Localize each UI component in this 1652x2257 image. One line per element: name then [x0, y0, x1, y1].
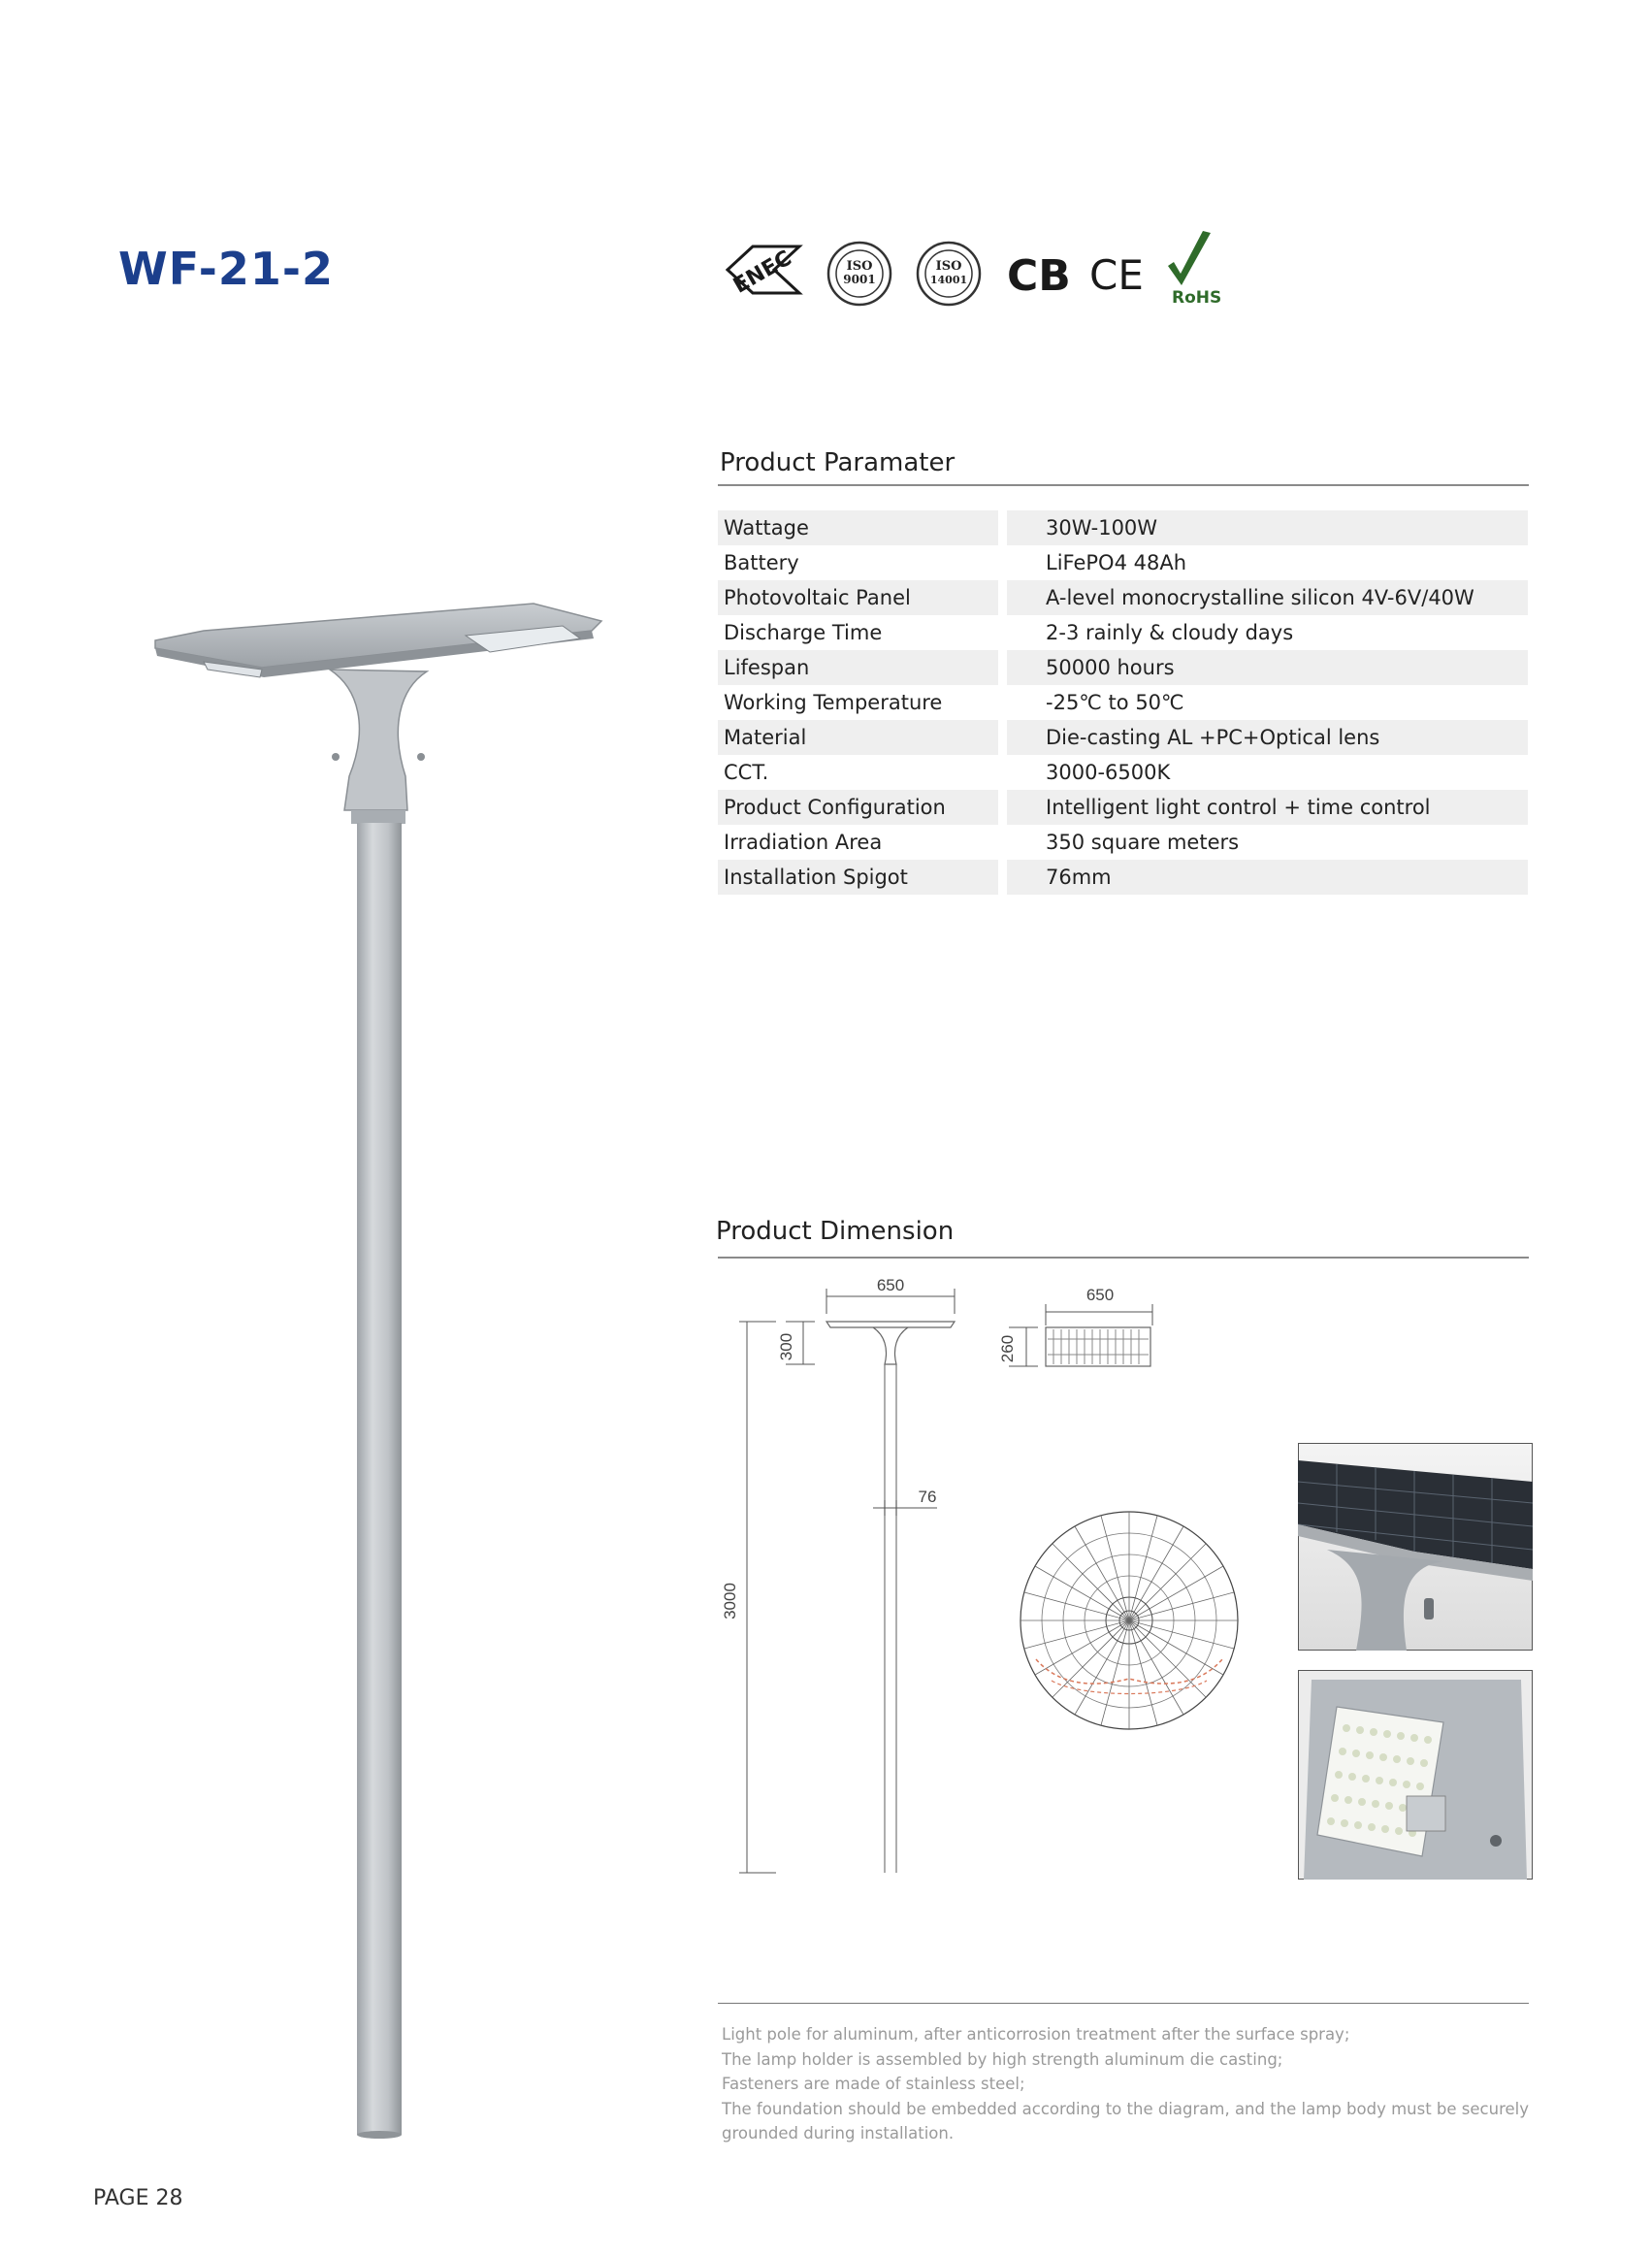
dimension-section-title: Product Dimension	[716, 1217, 955, 1246]
parameter-value: LiFePO4 48Ah	[1046, 551, 1187, 574]
parameter-row	[718, 755, 1528, 790]
parameter-label: CCT.	[724, 761, 769, 784]
svg-text:9001: 9001	[843, 273, 876, 286]
notes-block	[722, 2022, 1537, 2146]
parameter-table	[718, 510, 1528, 895]
parameter-label: Photovoltaic Panel	[718, 580, 998, 615]
street-light-illustration	[146, 592, 621, 2154]
parameter-label: Wattage	[718, 510, 998, 545]
parameter-row	[718, 720, 1528, 755]
parameter-label: Battery	[724, 551, 799, 574]
parameter-value: 350 square meters	[1046, 831, 1240, 854]
parameter-row	[718, 580, 1528, 615]
parameter-value: 3000-6500K	[1046, 761, 1171, 784]
panel-height-label: 260	[998, 1334, 1017, 1363]
head-width-label: 650	[876, 1276, 905, 1294]
parameter-value: 76mm	[1007, 860, 1528, 895]
note-line: The lamp holder is assembled by high strength aluminum die casting;	[722, 2049, 1283, 2069]
svg-text:ENEC: ENEC	[729, 245, 796, 299]
parameter-label: Discharge Time	[724, 621, 883, 644]
detail-photo-led-module	[1298, 1670, 1533, 1880]
certification-logos	[726, 229, 1240, 307]
light-distribution-diagram	[1020, 1512, 1238, 1729]
detail-photo-solar-panel	[1298, 1443, 1533, 1651]
pole-diameter-label: 76	[918, 1488, 937, 1506]
parameter-value: A-level monocrystalline silicon 4V-6V/40W	[1007, 580, 1528, 615]
dimension-drawings	[718, 1271, 1261, 1882]
parameter-title-rule	[718, 484, 1529, 486]
dimension-title-rule	[718, 1257, 1529, 1259]
parameter-value: Intelligent light control + time control	[1007, 790, 1528, 825]
parameter-value: 50000 hours	[1007, 650, 1528, 685]
parameter-row	[718, 860, 1528, 895]
parameter-value: 2-3 rainly & cloudy days	[1046, 621, 1294, 644]
rohs-mark	[1168, 231, 1221, 307]
parameter-label: Installation Spigot	[718, 860, 998, 895]
note-line: The foundation should be embedded according to the diagram, and the lamp body must be securely grounded during installation.	[722, 2099, 1530, 2143]
parameter-row	[718, 790, 1528, 825]
panel-width-label: 650	[1085, 1286, 1115, 1304]
parameter-value: 30W-100W	[1007, 510, 1528, 545]
svg-text:14001: 14001	[929, 274, 968, 286]
total-height-label: 3000	[721, 1583, 739, 1619]
parameter-row	[718, 510, 1528, 545]
svg-text:ISO: ISO	[846, 259, 873, 274]
page-number: PAGE 28	[93, 2186, 183, 2210]
svg-text:RoHS: RoHS	[1172, 288, 1222, 307]
parameter-row	[718, 615, 1528, 650]
svg-text:ISO: ISO	[935, 259, 962, 274]
parameter-label: Product Configuration	[718, 790, 998, 825]
notes-rule	[718, 2003, 1529, 2004]
enec-logo	[728, 246, 799, 299]
note-line: Fasteners are made of stainless steel;	[722, 2075, 1025, 2094]
cb-mark: CB	[1007, 251, 1071, 301]
parameter-row	[718, 685, 1528, 720]
iso9001-seal	[828, 243, 891, 305]
model-title: WF-21-2	[118, 243, 334, 295]
iso14001-seal	[918, 243, 980, 305]
parameter-section-title: Product Paramater	[720, 448, 956, 477]
parameter-label: Working Temperature	[724, 691, 943, 714]
parameter-label: Lifespan	[718, 650, 998, 685]
parameter-label: Irradiation Area	[724, 831, 883, 854]
parameter-value: -25℃ to 50℃	[1046, 691, 1184, 714]
parameter-row	[718, 825, 1528, 860]
ce-mark: CE	[1089, 251, 1144, 299]
parameter-row	[718, 650, 1528, 685]
head-height-label: 300	[777, 1332, 795, 1361]
parameter-label: Material	[718, 720, 998, 755]
parameter-value: Die-casting AL +PC+Optical lens	[1007, 720, 1528, 755]
note-line: Light pole for aluminum, after anticorrosion treatment after the surface spray;	[722, 2025, 1350, 2044]
parameter-row	[718, 545, 1528, 580]
